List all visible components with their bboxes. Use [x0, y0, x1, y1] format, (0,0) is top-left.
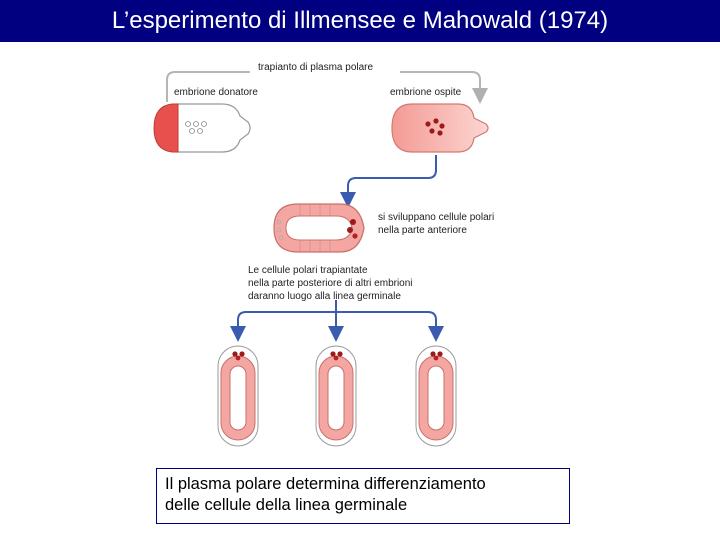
host-embryo-label: embrione ospite — [390, 87, 462, 98]
recipient-embryo-3 — [416, 346, 456, 446]
transplant-result-label-line1: Le cellule polari trapiantate — [248, 265, 368, 276]
anterior-pole-cells — [350, 219, 356, 225]
host-embryo — [392, 104, 488, 152]
slide-title: L’esperimento di Illmensee e Mahowald (1974) — [111, 7, 609, 34]
anterior-cells-label-line2: nella parte anteriore — [378, 225, 467, 236]
caption-line-2: delle cellule della linea germinale — [165, 496, 408, 514]
blastoderm-embryo — [274, 204, 364, 252]
transplant-result-label-line2: nella parte posteriore di altri embrioni — [248, 278, 413, 289]
caption-text — [165, 474, 486, 516]
transplant-result-label-line3: daranno luogo alla linea germinale — [248, 291, 401, 302]
donor-embryo-label: embrione donatore — [174, 87, 258, 98]
caption-box — [156, 468, 570, 524]
caption-line-1: Il plasma polare determina differenziamento — [165, 475, 486, 493]
branching-arrows — [238, 300, 436, 334]
donor-polar-plasma — [154, 104, 178, 152]
anterior-cells-label-line1: si sviluppano cellule polari — [378, 212, 495, 223]
transplant-label: trapianto di plasma polare — [258, 62, 374, 73]
host-to-blastoderm-arrow — [348, 155, 436, 200]
recipient-embryo-1 — [218, 346, 258, 446]
recipient-embryo-2 — [316, 346, 356, 446]
donor-embryo — [154, 104, 250, 152]
